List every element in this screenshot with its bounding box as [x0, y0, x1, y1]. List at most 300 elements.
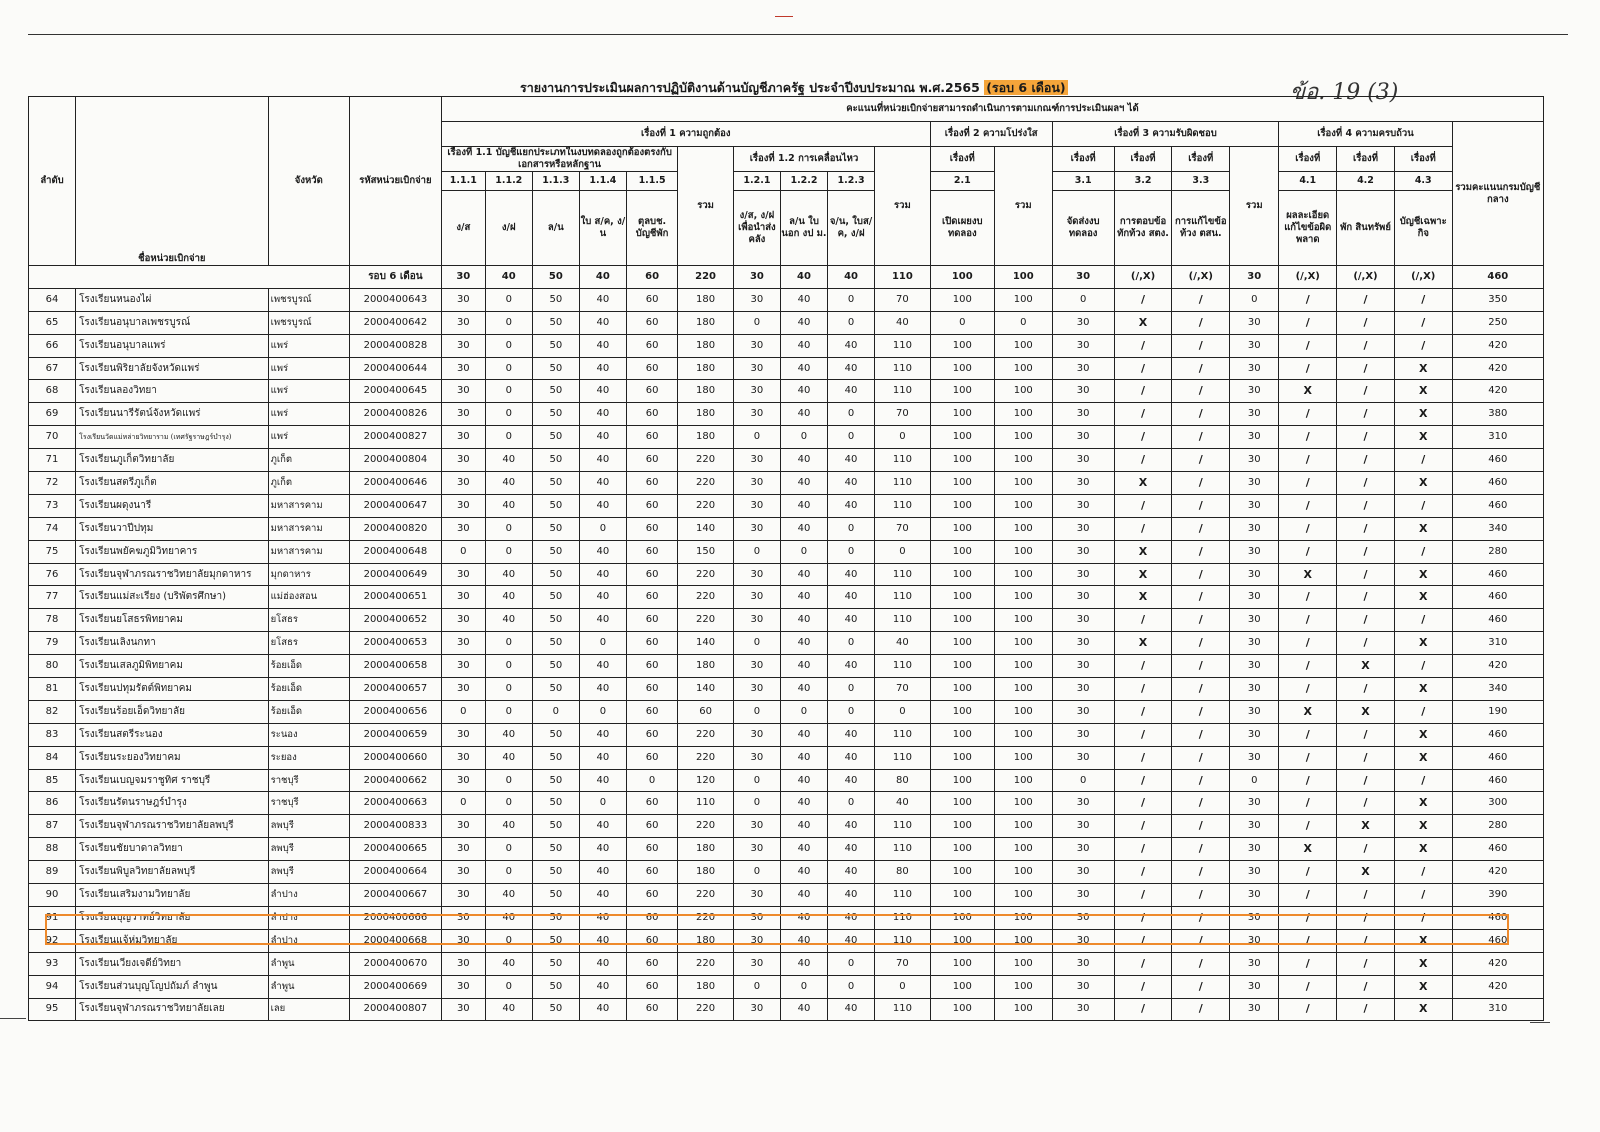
cell-seq: 73: [29, 494, 76, 517]
cell-province: เพชรบูรณ์: [268, 288, 349, 311]
cell-c43: X: [1394, 563, 1452, 586]
cell-total-2: 100: [994, 929, 1052, 952]
cell-c115: 60: [626, 998, 677, 1021]
cell-c31: 30: [1052, 472, 1114, 495]
cell-unit-code: 2000400833: [349, 815, 441, 838]
table-row: [29, 311, 1544, 334]
cell-c114: 40: [579, 609, 626, 632]
cell-grand-total: 350: [1452, 288, 1543, 311]
cell-c41: /: [1279, 494, 1337, 517]
cell-c21: 100: [930, 380, 994, 403]
cell-grand-total: 280: [1452, 815, 1543, 838]
cell-c123: 0: [828, 975, 875, 998]
cell-c42: /: [1337, 334, 1395, 357]
cell-total-2: 100: [994, 655, 1052, 678]
cell-c123: 40: [828, 380, 875, 403]
cell-c41: /: [1279, 632, 1337, 655]
cell-total-2: 100: [994, 563, 1052, 586]
cell-c31: 30: [1052, 998, 1114, 1021]
cell-c21: 100: [930, 632, 994, 655]
cell-c121: 30: [733, 357, 780, 380]
cell-c43: /: [1394, 540, 1452, 563]
cell-c32: X: [1114, 540, 1172, 563]
round-max-c41: (/,X): [1279, 266, 1337, 289]
cell-total-3: 30: [1230, 586, 1279, 609]
cell-total-3: 30: [1230, 655, 1279, 678]
cell-c41: /: [1279, 678, 1337, 701]
cell-total-2: 100: [994, 403, 1052, 426]
cell-c43: /: [1394, 700, 1452, 723]
table-row: [29, 517, 1544, 540]
cell-province: ราชบุรี: [268, 792, 349, 815]
cell-c41: /: [1279, 472, 1337, 495]
cell-c43: /: [1394, 288, 1452, 311]
cell-province: ร้อยเอ็ด: [268, 678, 349, 701]
cell-unit-code: 2000400658: [349, 655, 441, 678]
cell-c41: /: [1279, 403, 1337, 426]
cell-unit-code: 2000400643: [349, 288, 441, 311]
cell-c115: 60: [626, 746, 677, 769]
cell-c41: /: [1279, 998, 1337, 1021]
cell-province: เลย: [268, 998, 349, 1021]
cell-total-1-2: 110: [875, 586, 931, 609]
desc-2-1: เปิดเผยงบทดลอง: [930, 191, 994, 266]
cell-total-1-1: 220: [678, 563, 734, 586]
cell-total-1-2: 40: [875, 792, 931, 815]
cell-c41: /: [1279, 792, 1337, 815]
cell-total-2: 100: [994, 288, 1052, 311]
cell-c41: /: [1279, 906, 1337, 929]
cell-c41: /: [1279, 884, 1337, 907]
cell-total-1-2: 110: [875, 357, 931, 380]
cell-total-1-1: 220: [678, 746, 734, 769]
cell-unit-name: โรงเรียนอนุบาลเพชรบูรณ์: [76, 311, 269, 334]
cell-c32: /: [1114, 288, 1172, 311]
cell-c123: 40: [828, 815, 875, 838]
cell-unit-code: 2000400666: [349, 906, 441, 929]
cell-c42: /: [1337, 929, 1395, 952]
header-province: จังหวัด: [268, 97, 349, 266]
cell-total-1-2: 0: [875, 700, 931, 723]
round-max-total-1-1: 220: [678, 266, 734, 289]
cell-c114: 0: [579, 632, 626, 655]
cell-c21: 100: [930, 472, 994, 495]
cell-c121: 0: [733, 540, 780, 563]
cell-c112: 40: [485, 472, 532, 495]
table-row: [29, 861, 1544, 884]
cell-c112: 0: [485, 929, 532, 952]
desc-4-1: ผลละเอียดแก้ไขข้อผิดพลาด: [1279, 191, 1337, 266]
cell-c21: 100: [930, 815, 994, 838]
cell-c21: 100: [930, 334, 994, 357]
cell-province: เพชรบูรณ์: [268, 311, 349, 334]
cell-c32: /: [1114, 838, 1172, 861]
cell-total-3: 30: [1230, 861, 1279, 884]
cell-c123: 40: [828, 357, 875, 380]
cell-total-1-2: 70: [875, 952, 931, 975]
cell-c31: 0: [1052, 769, 1114, 792]
cell-total-1-1: 220: [678, 586, 734, 609]
cell-c113: 50: [532, 586, 579, 609]
header-total-3: รวม: [1230, 147, 1279, 266]
cell-c42: /: [1337, 288, 1395, 311]
round-max-c31: 30: [1052, 266, 1114, 289]
cell-grand-total: 420: [1452, 861, 1543, 884]
table-row: [29, 632, 1544, 655]
cell-total-3: 30: [1230, 952, 1279, 975]
cell-c123: 0: [828, 952, 875, 975]
cell-c123: 40: [828, 586, 875, 609]
cell-c31: 30: [1052, 655, 1114, 678]
header-topic1-2: เรื่องที่ 1.2 การเคลื่อนไหว: [733, 147, 874, 172]
margin-rule-right: [1530, 1022, 1550, 1023]
cell-unit-name: โรงเรียนจุฬาภรณราชวิทยาลัยเลย: [76, 998, 269, 1021]
cell-total-1-2: 110: [875, 815, 931, 838]
cell-total-3: 30: [1230, 517, 1279, 540]
cell-unit-name: โรงเรียนภูเก็ตวิทยาลัย: [76, 449, 269, 472]
cell-c42: /: [1337, 563, 1395, 586]
cell-c123: 40: [828, 494, 875, 517]
cell-total-1-2: 110: [875, 723, 931, 746]
cell-seq: 68: [29, 380, 76, 403]
cell-c31: 30: [1052, 678, 1114, 701]
cell-c123: 40: [828, 609, 875, 632]
cell-province: แพร่: [268, 380, 349, 403]
cell-province: ภูเก็ต: [268, 449, 349, 472]
desc-1-1-2: ง/ฝ: [485, 191, 532, 266]
cell-total-3: 30: [1230, 792, 1279, 815]
cell-c32: X: [1114, 586, 1172, 609]
cell-unit-name: โรงเรียนวัดแม่หล่ายวิทยาราม (เทศรัฐราษฎร์บำรุง): [76, 426, 269, 449]
cell-c31: 30: [1052, 334, 1114, 357]
cell-c32: /: [1114, 884, 1172, 907]
cell-c31: 30: [1052, 884, 1114, 907]
cell-c31: 30: [1052, 403, 1114, 426]
cell-c32: /: [1114, 609, 1172, 632]
cell-total-1-1: 180: [678, 311, 734, 334]
cell-c31: 30: [1052, 357, 1114, 380]
desc-1-2-2: ล/น ใบนอก งป ม.: [780, 191, 827, 266]
cell-total-2: 100: [994, 998, 1052, 1021]
cell-total-1-2: 110: [875, 449, 931, 472]
cell-total-3: 30: [1230, 884, 1279, 907]
cell-c123: 40: [828, 334, 875, 357]
cell-c122: 40: [780, 906, 827, 929]
cell-c21: 100: [930, 792, 994, 815]
cell-c113: 50: [532, 861, 579, 884]
cell-total-3: 0: [1230, 769, 1279, 792]
cell-total-1-2: 40: [875, 632, 931, 655]
cell-c42: /: [1337, 311, 1395, 334]
cell-unit-code: 2000400667: [349, 884, 441, 907]
cell-total-3: 30: [1230, 906, 1279, 929]
cell-c43: /: [1394, 884, 1452, 907]
cell-c32: /: [1114, 861, 1172, 884]
cell-total-1-2: 110: [875, 838, 931, 861]
cell-c42: /: [1337, 975, 1395, 998]
cell-c42: /: [1337, 540, 1395, 563]
cell-c31: 30: [1052, 380, 1114, 403]
cell-c113: 50: [532, 472, 579, 495]
cell-c121: 30: [733, 884, 780, 907]
cell-seq: 66: [29, 334, 76, 357]
cell-c113: 50: [532, 746, 579, 769]
cell-c31: 30: [1052, 952, 1114, 975]
cell-total-1-1: 220: [678, 472, 734, 495]
cell-unit-name: โรงเรียนแม่สะเรียง (บริพัตรศึกษา): [76, 586, 269, 609]
cell-c123: 40: [828, 929, 875, 952]
cell-c33: /: [1172, 998, 1230, 1021]
cell-seq: 86: [29, 792, 76, 815]
cell-c114: 40: [579, 884, 626, 907]
cell-c31: 30: [1052, 975, 1114, 998]
cell-c123: 0: [828, 540, 875, 563]
cell-seq: 70: [29, 426, 76, 449]
cell-c32: X: [1114, 563, 1172, 586]
cell-c21: 100: [930, 357, 994, 380]
cell-c121: 30: [733, 586, 780, 609]
cell-province: แม่ฮ่องสอน: [268, 586, 349, 609]
cell-c112: 0: [485, 426, 532, 449]
cell-c114: 0: [579, 700, 626, 723]
cell-unit-name: โรงเรียนพิบูลวิทยาลัยลพบุรี: [76, 861, 269, 884]
cell-province: แพร่: [268, 357, 349, 380]
round-max-c121: 30: [733, 266, 780, 289]
cell-total-2: 100: [994, 586, 1052, 609]
cell-c115: 60: [626, 403, 677, 426]
cell-c43: X: [1394, 357, 1452, 380]
cell-c123: 0: [828, 792, 875, 815]
cell-c115: 60: [626, 426, 677, 449]
cell-c32: X: [1114, 632, 1172, 655]
title-highlight: (รอบ 6 เดือน): [986, 80, 1066, 95]
cell-c33: /: [1172, 906, 1230, 929]
cell-c123: 0: [828, 288, 875, 311]
desc-1-1-4: ใบ ส/ค, ง/น: [579, 191, 626, 266]
cell-total-1-1: 120: [678, 769, 734, 792]
cell-total-2: 100: [994, 632, 1052, 655]
cell-unit-code: 2000400646: [349, 472, 441, 495]
cell-c122: 0: [780, 700, 827, 723]
table-row: [29, 540, 1544, 563]
table-row: [29, 586, 1544, 609]
cell-total-1-1: 180: [678, 380, 734, 403]
page-top-rule: [28, 34, 1568, 35]
cell-c113: 50: [532, 929, 579, 952]
header-sub-topic: เรื่องที่: [930, 147, 994, 172]
cell-c31: 30: [1052, 586, 1114, 609]
cell-c41: /: [1279, 288, 1337, 311]
cell-c31: 30: [1052, 700, 1114, 723]
cell-c123: 40: [828, 769, 875, 792]
cell-grand-total: 190: [1452, 700, 1543, 723]
round-max-total-1-2: 110: [875, 266, 931, 289]
cell-c33: /: [1172, 952, 1230, 975]
cell-total-2: 100: [994, 678, 1052, 701]
cell-unit-code: 2000400804: [349, 449, 441, 472]
cell-c42: /: [1337, 792, 1395, 815]
cell-seq: 94: [29, 975, 76, 998]
cell-c31: 30: [1052, 929, 1114, 952]
cell-c42: /: [1337, 884, 1395, 907]
cell-c41: /: [1279, 334, 1337, 357]
cell-grand-total: 420: [1452, 334, 1543, 357]
cell-unit-code: 2000400827: [349, 426, 441, 449]
desc-3-2: การตอบข้อทักท้วง สตง.: [1114, 191, 1172, 266]
cell-c111: 30: [441, 929, 485, 952]
cell-total-1-1: 220: [678, 884, 734, 907]
cell-c33: /: [1172, 449, 1230, 472]
cell-c32: /: [1114, 334, 1172, 357]
cell-c33: /: [1172, 403, 1230, 426]
cell-c43: X: [1394, 586, 1452, 609]
cell-c33: /: [1172, 563, 1230, 586]
cell-c114: 40: [579, 586, 626, 609]
cell-c113: 50: [532, 380, 579, 403]
cell-c32: /: [1114, 426, 1172, 449]
cell-c41: /: [1279, 655, 1337, 678]
cell-c112: 0: [485, 517, 532, 540]
cell-c111: 30: [441, 586, 485, 609]
cell-unit-name: โรงเรียนลองวิทยา: [76, 380, 269, 403]
cell-c123: 0: [828, 700, 875, 723]
cell-total-1-2: 110: [875, 609, 931, 632]
cell-seq: 77: [29, 586, 76, 609]
cell-c115: 60: [626, 838, 677, 861]
cell-c33: /: [1172, 975, 1230, 998]
cell-total-3: 0: [1230, 288, 1279, 311]
cell-c121: 30: [733, 517, 780, 540]
cell-c114: 40: [579, 746, 626, 769]
header-topic4: เรื่องที่ 4 ความครบถ้วน: [1279, 122, 1452, 147]
cell-c111: 30: [441, 426, 485, 449]
code-2-1: 2.1: [930, 172, 994, 191]
cell-c112: 0: [485, 792, 532, 815]
cell-c121: 30: [733, 403, 780, 426]
cell-grand-total: 310: [1452, 998, 1543, 1021]
cell-seq: 90: [29, 884, 76, 907]
cell-c31: 30: [1052, 792, 1114, 815]
cell-grand-total: 300: [1452, 792, 1543, 815]
cell-c115: 60: [626, 540, 677, 563]
cell-c122: 40: [780, 586, 827, 609]
cell-c41: /: [1279, 929, 1337, 952]
cell-c115: 60: [626, 357, 677, 380]
cell-c111: 30: [441, 975, 485, 998]
cell-c41: /: [1279, 746, 1337, 769]
cell-c111: 30: [441, 311, 485, 334]
cell-unit-name: โรงเรียนวาปีปทุม: [76, 517, 269, 540]
cell-c32: /: [1114, 403, 1172, 426]
cell-c31: 30: [1052, 517, 1114, 540]
header-sub-topic: เรื่องที่: [1172, 147, 1230, 172]
desc-1-1-1: ง/ส: [441, 191, 485, 266]
cell-c121: 0: [733, 792, 780, 815]
round-max-c123: 40: [828, 266, 875, 289]
cell-c41: /: [1279, 517, 1337, 540]
cell-c33: /: [1172, 884, 1230, 907]
cell-c113: 50: [532, 426, 579, 449]
cell-unit-code: 2000400828: [349, 334, 441, 357]
cell-grand-total: 340: [1452, 678, 1543, 701]
cell-c115: 60: [626, 815, 677, 838]
cell-c21: 100: [930, 494, 994, 517]
cell-c115: 60: [626, 288, 677, 311]
cell-seq: 95: [29, 998, 76, 1021]
cell-c121: 30: [733, 678, 780, 701]
cell-c21: 100: [930, 906, 994, 929]
cell-seq: 85: [29, 769, 76, 792]
cell-total-3: 30: [1230, 494, 1279, 517]
cell-c111: 30: [441, 609, 485, 632]
cell-c41: /: [1279, 449, 1337, 472]
cell-c123: 40: [828, 906, 875, 929]
cell-c113: 50: [532, 723, 579, 746]
cell-total-1-1: 60: [678, 700, 734, 723]
cell-unit-code: 2000400662: [349, 769, 441, 792]
cell-c43: /: [1394, 769, 1452, 792]
header-total-1-1: รวม: [678, 147, 734, 266]
cell-c113: 50: [532, 357, 579, 380]
cell-c114: 0: [579, 792, 626, 815]
desc-4-3: บัญชีเฉพาะกิจ: [1394, 191, 1452, 266]
cell-total-1-2: 70: [875, 288, 931, 311]
cell-c122: 40: [780, 678, 827, 701]
cell-c123: 40: [828, 655, 875, 678]
cell-total-3: 30: [1230, 975, 1279, 998]
cell-total-3: 30: [1230, 746, 1279, 769]
cell-c42: /: [1337, 678, 1395, 701]
cell-total-1-2: 110: [875, 655, 931, 678]
cell-c114: 40: [579, 311, 626, 334]
cell-total-2: 100: [994, 334, 1052, 357]
document-title: [520, 78, 1068, 98]
cell-c33: /: [1172, 334, 1230, 357]
header-unit-code: รหัสหน่วยเบิกจ่าย: [349, 97, 441, 266]
cell-unit-name: โรงเรียนยโสธรพิทยาคม: [76, 609, 269, 632]
table-row: [29, 815, 1544, 838]
cell-c114: 40: [579, 357, 626, 380]
cell-c115: 60: [626, 700, 677, 723]
cell-c32: /: [1114, 769, 1172, 792]
cell-unit-code: 2000400657: [349, 678, 441, 701]
code-1-1-1: 1.1.1: [441, 172, 485, 191]
cell-c115: 60: [626, 723, 677, 746]
cell-province: ภูเก็ต: [268, 472, 349, 495]
cell-c42: /: [1337, 906, 1395, 929]
cell-c111: 0: [441, 540, 485, 563]
cell-c33: /: [1172, 861, 1230, 884]
cell-c43: /: [1394, 334, 1452, 357]
cell-c32: /: [1114, 517, 1172, 540]
code-3-1: 3.1: [1052, 172, 1114, 191]
cell-c31: 30: [1052, 609, 1114, 632]
cell-c32: /: [1114, 815, 1172, 838]
margin-rule-left: [0, 1018, 26, 1019]
cell-c113: 50: [532, 998, 579, 1021]
cell-grand-total: 420: [1452, 975, 1543, 998]
cell-c115: 60: [626, 472, 677, 495]
cell-c112: 0: [485, 838, 532, 861]
cell-c21: 100: [930, 884, 994, 907]
cell-c122: 40: [780, 563, 827, 586]
cell-province: ระยอง: [268, 746, 349, 769]
table-row: [29, 472, 1544, 495]
cell-total-3: 30: [1230, 357, 1279, 380]
cell-c112: 0: [485, 975, 532, 998]
cell-c43: X: [1394, 929, 1452, 952]
cell-c43: /: [1394, 449, 1452, 472]
